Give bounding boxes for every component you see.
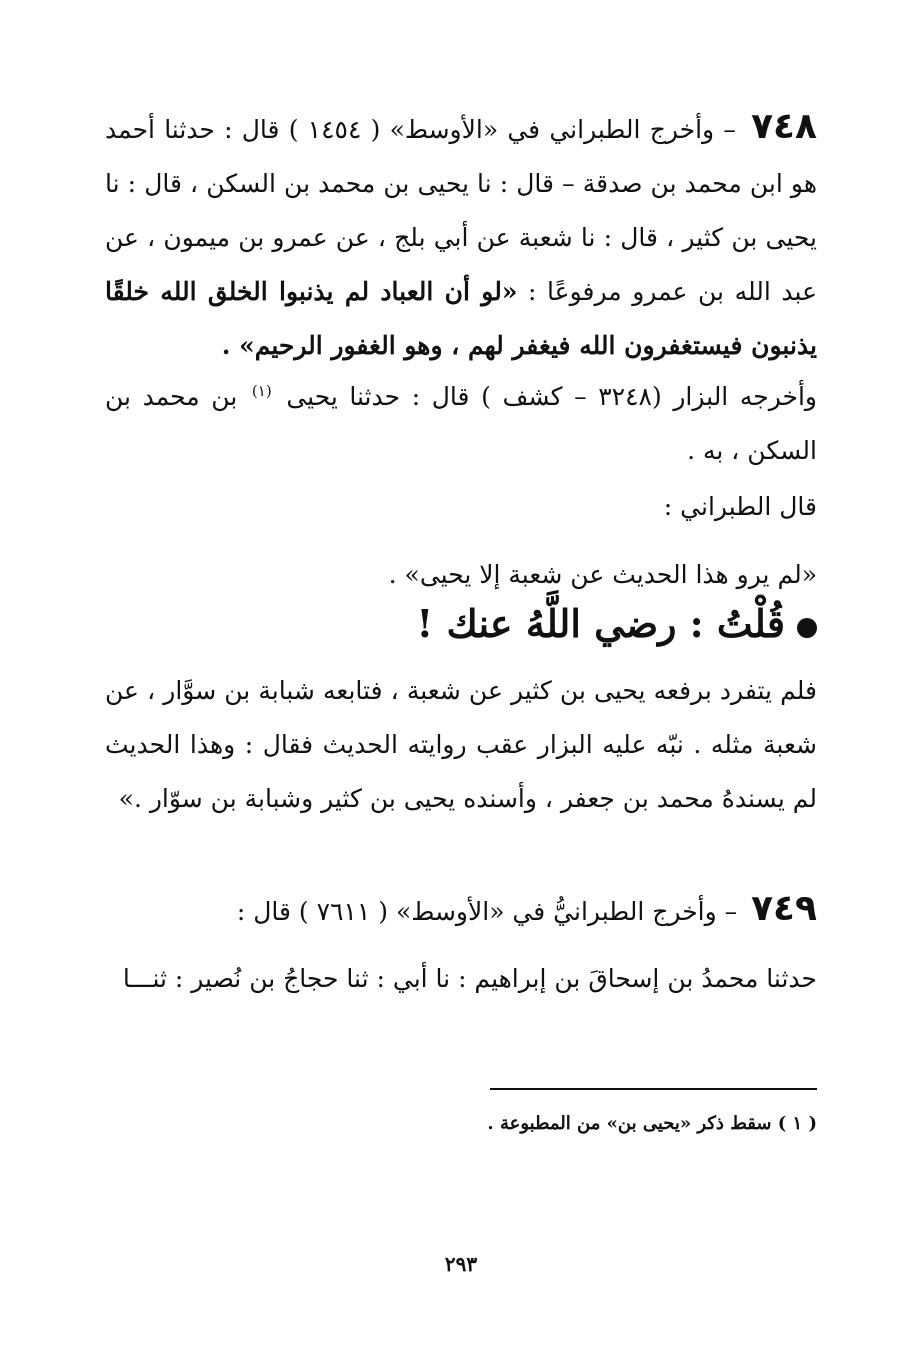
bullet-icon <box>797 618 817 638</box>
tabarani-quote-line: «لم يرو هذا الحديث عن شعبة إلا يحيى» . <box>388 560 817 589</box>
footnote: ( ١ ) سقط ذكر «يحيى بن» من المطبوعة . <box>487 1113 817 1134</box>
section-heading <box>105 592 817 656</box>
footnote-reference: (١) <box>251 381 272 400</box>
bazzar-paragraph <box>105 370 817 478</box>
heading-text: قُلْتُ : رضي اللَّهُ عنك ! <box>416 601 785 646</box>
footnote-divider <box>490 1088 817 1090</box>
entry-intro-text: – وأخرج الطبراني في «الأوسط» ( ١٤٥٤ ) قال : حدثنا أحمد هو ابن محمد بن صدقة – قال : نا يحيى بن محمد بن السكن ، قال : نا يحيى بن كثير ، قال : نا شعبة عن أبي بلج ، عن عمرو بن ميمون ، عن عبد الله بن عمرو مرفوعًا : <box>105 115 817 306</box>
commentary-paragraph: فلم يتفرد برفعه يحيى بن كثير عن شعبة ، فتابعه شبابة بن سوَّار ، عن شعبة مثله . نبّه عليه البزار عقب روايته الحديث فقال : وهذا الحديث لم يسندهُ محمد بن جعفر ، وأسنده يحيى بن كثير وشبابة بن سوّار .» <box>105 676 817 813</box>
entry-748 <box>105 100 817 373</box>
entry-number: ٧٤٨ <box>751 106 817 147</box>
entry-intro-text: – وأخرج الطبرانيُّ في «الأوسط» ( ٧٦١١ ) قال : <box>236 897 738 926</box>
hadith-text: «لو أن العباد لم يذنبوا الخلق الله خلقًا يذنبون فيستغفرون الله فيغفر لهم ، وهو الغفور الرحيم» . <box>105 277 817 360</box>
entry-749-chain: حدثنا محمدُ بن إسحاقَ بن إبراهيم : نا أبي : ثنا حجاجُ بن نُصير : ثنـــا <box>122 964 817 993</box>
bazzar-text-end: بن محمد بن السكن ، به . <box>105 382 817 465</box>
entry-749 <box>105 882 817 939</box>
tabarani-said-line: قال الطبراني : <box>663 492 817 521</box>
page-number: ٢٩٣ <box>444 1252 478 1276</box>
entry-number: ٧٤٩ <box>751 888 817 929</box>
bazzar-text-start: وأخرجه البزار (٣٢٤٨ – كشف ) قال : حدثنا يحيى <box>286 382 817 411</box>
